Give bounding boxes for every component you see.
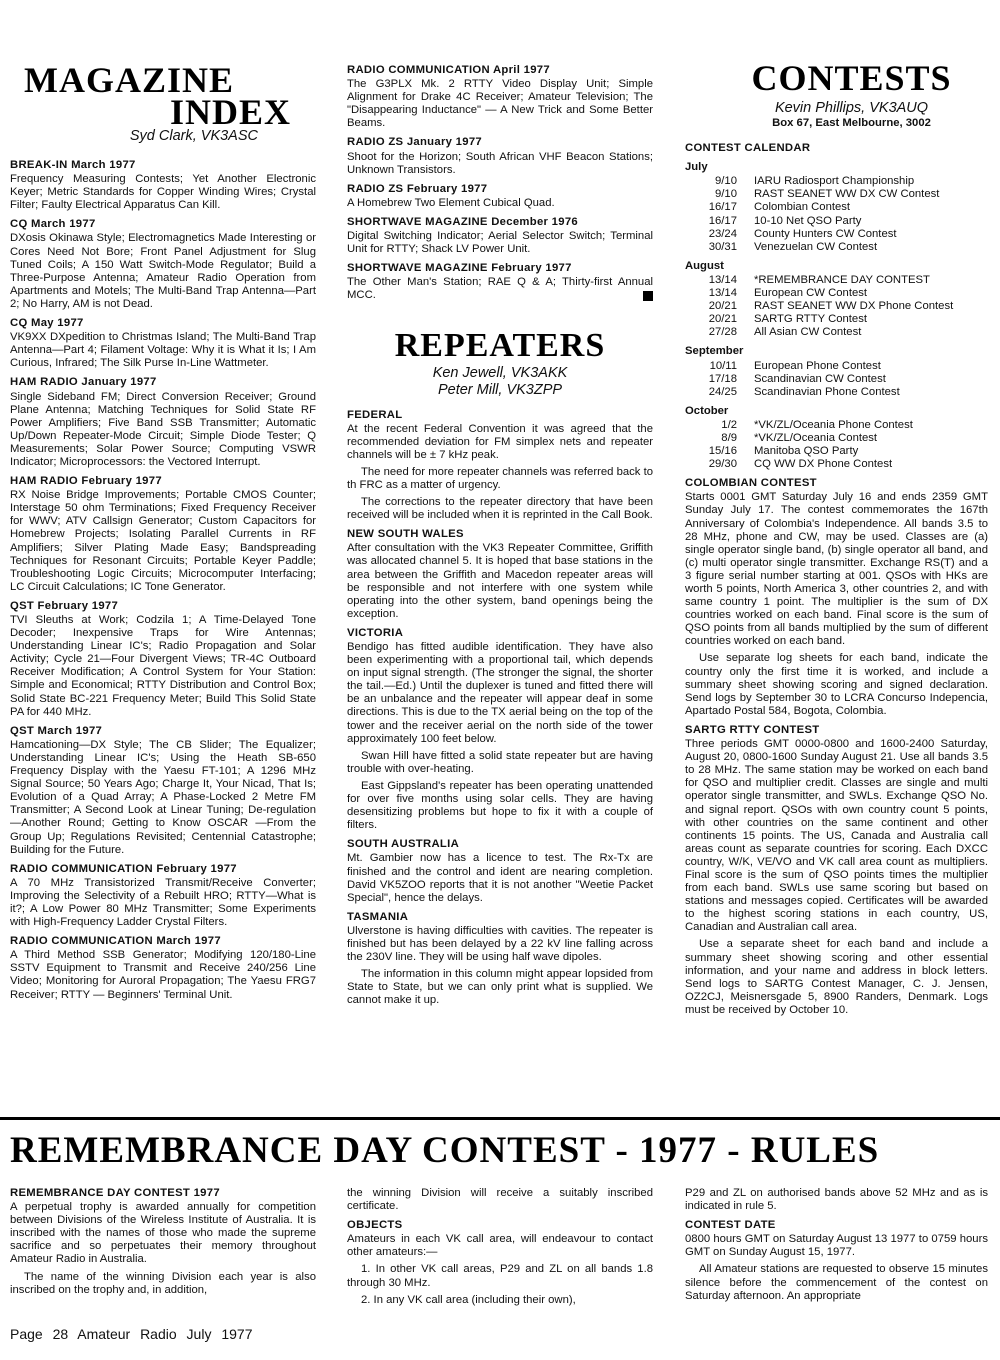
colombian-paragraph: Starts 0001 GMT Saturday July 16 and ends 2359 GMT Sunday July 17. The contest commemorates the 167th Anniversary of Colombia's Independence. All bands 3.5 to 28 MHz, phone and CW, may be used. Classes are (a) single operator single band, (b) single operator all band, and (c) multi operator single transmitter. Exchange RS(T) and a 3 figure serial number starting at 001. QSOs with HKs are worth 5 points, North America 3, other countries 2, and with same country 1 point. The multiplier is the sum of DX countries worked on each band. Final score is the sum of QSO points from all bands multiplied by the sum of different countries worked on each band. (685, 491, 988, 648)
repeater-region-heading: SOUTH AUSTRALIA (347, 838, 460, 851)
calendar-dates: 10/11 (709, 359, 737, 372)
calendar-month: August (685, 259, 724, 272)
repeaters-sections (347, 409, 653, 1008)
index-entry-text: Frequency Measuring Contests; Yet Another Electronic Keyer; Metric Standards for Copper Winding Wires; Crystal Filter; Faulty Electrical Apparatus Can Kill. (10, 173, 316, 212)
calendar-dates: 13/14 (708, 273, 737, 286)
calendar-contest-name: RAST SEANET WW DX CW Contest (754, 188, 940, 201)
calendar-dates: 13/14 (708, 287, 737, 300)
calendar-contest-name: County Hunters CW Contest (754, 227, 897, 240)
magazine-index-title-line2: INDEX (170, 92, 292, 132)
objects-heading: OBJECTS (347, 1219, 403, 1232)
magazine-index-entries (10, 159, 316, 1002)
index-entry-text: Shoot for the Horizon; South African VHF Beacon Stations; Unknown Transistors. (347, 150, 653, 176)
repeater-paragraph: The need for more repeater channels was referred back to th FRC as a matter of urgency. (347, 465, 653, 491)
repeater-region-heading: VICTORIA (347, 626, 404, 639)
repeater-paragraph: Mt. Gambier now has a licence to test. The Rx-Tx are finished and the control and ident are nearing completion. David VK5ZOO reports that it is not another "Weetie Packet Special", hence the delays. (347, 852, 653, 904)
sartg-paragraph: Three periods GMT 0000-0800 and 1600-2400 Saturday, August 20, 0800-1600 Sunday August 21. Use all bands 3.5 to 28 MHz. The same station may be worked on each band for QSO and multiplier credit. Classes are single and multi operator single transmitter, and SWLs. Exchange QSO No. and signal report. QSOs with own country count 5 points, with other countries on the same continent and other continents 15 points. The US, Canada and Australia call areas count as separate countries for scoring. Each DXCC country, W/K, VE/VO and VK call area count as multipliers. Final score is the sum of QSO points times the multiplier from each band. SWLs use same scoring but based on stations and messages copied. Certificates will be awarded to the highest scoring stations in each country, US, Canadian and Australian call area. (685, 738, 988, 934)
repeater-region-heading: FEDERAL (347, 408, 403, 421)
calendar-row (685, 274, 988, 287)
calendar-contest-name: *VK/ZL/Oceania Phone Contest (754, 418, 913, 431)
section-divider (0, 1117, 1000, 1120)
calendar-dates: 16/17 (708, 201, 737, 214)
repeaters-byline-1: Ken Jewell, VK3AKK (432, 364, 568, 381)
index-entry-text: The G3PLX Mk. 2 RTTY Video Display Unit; Simple Alignment for Drake 4C Receiver; Amateur Television; The "Disappearing Inductance" — A New Trick and Some Better Beams. (347, 78, 653, 130)
remembrance-day-title: REMEMBRANCE DAY CONTEST - 1977 - RULES (10, 1130, 880, 1171)
index-entry-heading: SHORTWAVE MAGAZINE February 1977 (347, 262, 572, 275)
repeater-paragraph: Bendigo has fitted audible identification. They have also been experimenting with a proportional tail, which depends on input signal strength. (The stronger the signal, the shorter the tail.—Ed.) Until the duplexer is tuned and fitted there will be an unbalance and the repeater will appear deaf in some directions. This is due to the TX aerial being on the top of the tower and the receiver aerial on the north side of the tower approximately 100 feet below. (347, 641, 653, 745)
calendar-row (685, 386, 988, 399)
remembrance-lead: P29 and ZL on authorised bands above 52 MHz and as is indicated in rule 5. (685, 1187, 988, 1213)
calendar-contest-name: Colombian Contest (754, 201, 851, 214)
calendar-month: October (685, 404, 729, 417)
index-entry-heading: HAM RADIO February 1977 (10, 475, 162, 488)
index-entry-heading: RADIO COMMUNICATION February 1977 (10, 862, 237, 875)
calendar-row (685, 188, 988, 201)
contest-date-paragraph: All Amateur stations are requested to observe 15 minutes silence before the commencement of the contest on Saturday afternoon. An appropriate (685, 1263, 988, 1302)
sartg-paragraph: Use a separate sheet for each band and include a summary sheet showing scoring and other essential information, and your name and address in block letters. Send logs to SARTG Contest Manager, C. J. Jensen, OZ2CJ, Meisnersgade 5, 8900 Randers, Denmark. Logs must be received by October 10. (685, 938, 988, 1016)
repeater-paragraph: Swan Hill have fitted a solid state repeater but are having trouble with over-heating. (347, 749, 653, 775)
calendar-row (685, 287, 988, 300)
calendar-dates: 30/31 (708, 240, 737, 253)
remembrance-column-2 (347, 1187, 653, 1311)
objects-paragraph: 2. In any VK call area (including their own), (361, 1293, 576, 1306)
calendar-contest-name: European Phone Contest (754, 359, 881, 372)
calendar-dates: 17/18 (708, 372, 737, 385)
calendar-row (685, 228, 988, 241)
contest-date-heading: CONTEST DATE (685, 1219, 776, 1232)
contests-address: Box 67, East Melbourne, 3002 (772, 117, 931, 129)
contest-date-paragraph: 0800 hours GMT on Saturday August 13 1977 to 0759 hours GMT on Sunday August 15, 1977. (685, 1233, 988, 1259)
calendar-dates: 8/9 (721, 431, 737, 444)
calendar-row (685, 326, 988, 339)
colombian-paragraph: Use separate log sheets for each band, indicate the country only the first time it is worked, and include a summary sheet showing scoring and signed declaration. Send logs by September 30 to LCRA Concurso Indepencia, Apartado Postal 584, Bogota, Colombia. (685, 652, 988, 717)
calendar-contest-name: CQ WW DX Phone Contest (754, 458, 893, 471)
colombian-contest-heading: COLOMBIAN CONTEST (685, 477, 817, 490)
calendar-dates: 9/10 (715, 188, 737, 201)
calendar-dates: 20/21 (708, 300, 737, 313)
index-entry-text: A Homebrew Two Element Cubical Quad. (347, 196, 555, 209)
calendar-row (685, 300, 988, 313)
calendar-dates: 1/2 (721, 418, 737, 431)
magazine-index-byline: Syd Clark, VK3ASC (129, 128, 258, 144)
calendar-row (685, 313, 988, 326)
repeater-region-heading: TASMANIA (347, 910, 409, 923)
calendar-contest-name: European CW Contest (754, 287, 868, 300)
index-entry-heading: RADIO COMMUNICATION March 1977 (10, 935, 221, 948)
index-entry-heading: RADIO ZS February 1977 (347, 182, 488, 195)
page-footer: Page 28 Amateur Radio July 1977 (10, 1326, 253, 1342)
magazine-index-continuation (347, 64, 653, 303)
index-entry-heading: CQ March 1977 (10, 218, 96, 231)
calendar-contest-name: *VK/ZL/Oceania Contest (754, 431, 878, 444)
objects-paragraph: 1. In other VK call areas, P29 and ZL on all bands 1.8 through 30 MHz. (347, 1263, 653, 1289)
calendar-row (685, 201, 988, 214)
calendar-contest-name: SARTG RTTY Contest (754, 313, 868, 326)
index-entry-text: The Other Man's Station; RAE Q & A; Thirty-first Annual MCC. (347, 276, 653, 302)
calendar-contest-name: Scandinavian CW Contest (754, 372, 886, 385)
repeater-paragraph: East Gippsland's repeater has been operating unattended for over five months using solar cells. They are having desensitizing problems but hope to fix it with a couple of filters. (347, 779, 653, 832)
calendar-contest-name: *REMEMBRANCE DAY CONTEST (754, 273, 930, 286)
objects-paragraph: Amateurs in each VK call area, will endeavour to contact other amateurs:— (347, 1233, 653, 1259)
calendar-dates: 9/10 (715, 175, 737, 188)
index-entry-heading: CQ May 1977 (10, 317, 84, 330)
calendar-dates: 24/25 (708, 385, 737, 398)
repeaters-title: REPEATERS (394, 326, 606, 364)
repeater-region-heading: NEW SOUTH WALES (347, 528, 464, 541)
calendar-row (685, 419, 988, 432)
index-entry-text: A Third Method SSB Generator; Modifying 120/180-Line SSTV Equipment to Transmit and Receive 240/256 Line Video; Monitoring for Auroral Propagation; The Yaesu FRG7 Receiver; RTTY — Beginners' Terminal Unit. (10, 949, 316, 1001)
calendar-month: July (685, 161, 708, 174)
calendar-row (685, 360, 988, 373)
remembrance-heading: REMEMBRANCE DAY CONTEST 1977 (10, 1187, 220, 1199)
remembrance-paragraph: The name of the winning Division each year is also inscribed on the trophy and, in addition, (10, 1270, 316, 1296)
index-entry-text: RX Noise Bridge Improvements; Portable CMOS Counter; Interstage 50 ohm Terminations; Fixed Frequency Receiver for WWV; ATV Callsign Generator; Custom Capacitors for Homebrew Projects; Isolating Parallel Currents in RF Amplifiers; Silver Plating Made Easy; Bandspreading Techniques for Resonant Circuits; Portable Keyer Paddle; Troubleshooting Logic Circuits; Microcomputer Interfacing; LC Circuit Calculations; IC Tone Generator. (10, 489, 316, 593)
calendar-contest-name: IARU Radiosport Championship (754, 175, 915, 188)
index-entry-text: Hamcationing—DX Style; The CB Slider; The Equalizer; Understanding Linear IC's; Using the Heath SB-650 Frequency Display with the Yaesu FT-101; A 1296 MHz Signal Source; 50 Years Ago; Charge It, Your Nicad, That Is; Evolution of a Quad Array; A Phase-Locked 2 Metre FM Transmitter; A Second Look at Linear Tuning; De-regulation—Another Round; Getting to Know OSCAR —From the Group Up; Regulations Revisited; Centennial Catastrophe; Building for the Future. (10, 738, 316, 856)
repeaters-byline-2: Peter Mill, VK3ZPP (437, 381, 563, 398)
index-entry-heading: SHORTWAVE MAGAZINE December 1976 (347, 215, 578, 228)
magazine-index-title-line1: MAGAZINE (24, 60, 235, 100)
index-entry-heading: QST March 1977 (10, 724, 103, 737)
calendar-contest-name: Scandinavian Phone Contest (754, 385, 900, 398)
calendar-row (685, 432, 988, 445)
magazine-index-column (10, 60, 316, 1006)
calendar-row (685, 445, 988, 458)
index-entry-heading: QST February 1977 (10, 599, 119, 612)
remembrance-lead: the winning Division will receive a suitably inscribed certificate. (347, 1187, 653, 1213)
index-entry-heading: RADIO ZS January 1977 (347, 136, 483, 149)
contests-column (685, 60, 988, 1021)
calendar-row (685, 373, 988, 386)
index-entry-text: TVI Sleuths at Work; Codzila 1; A Time-Delayed Tone Decoder; Inexpensive Traps for Wire Antennas; Understanding Linear IC's; Radio Propagation and Solar Activity; Cycle 21—Four Divergent Views; TR-4C Outboard Receiver Modification; A Control System for Your Station: Simple and Economical; RTTY Distribution and Control Box; Solid State BC-221 Frequency Meter; Build This Solid State PA for 440 MHz. (10, 614, 316, 718)
index-entry-text: VK9XX DXpedition to Christmas Island; The Multi-Band Trap Antenna—Part 4; Filament Voltage: Why it is What it Is; I Am Curious, Infrared; The Silk Purse In-Line Wattmeter. (10, 331, 316, 370)
calendar-row (685, 175, 988, 188)
index-entry-text: Single Sideband FM; Direct Conversion Receiver; Ground Plane Antenna; Matching Techniques for Solid State RF Power Amplifiers; Five Band SSB Transmitter; Automatic Up/Down Repeater-Mode Circuit; Simple Diode Tester; Q Measurements; Solar Power Source; Computing VSWR Indicator; Microprocessors: the Vectored Interrupt. (10, 390, 316, 468)
calendar-contest-name: All Asian CW Contest (754, 326, 862, 339)
remembrance-column-3 (685, 1187, 988, 1307)
calendar-row (685, 241, 988, 254)
calendar-month: September (685, 345, 744, 358)
repeater-paragraph: Ulverstone is having difficulties with cavities. The repeater is finished but has been delayed by a 22 kV line falling across the 230V line. They will be using half wave dipoles. (347, 924, 653, 964)
contest-calendar-heading: CONTEST CALENDAR (685, 142, 811, 155)
index-entry-text: DXosis Okinawa Style; Electromagnetics Made Interesting or Cores Need Not Bore; Front Panel Adjustment for Slug Tuned Coils; A 150 Watt Switch-Mode Regulator; Build a Three-Purpose Antenna; Amateur Radio Operation from Apartments and Motels; The Multi-Band Trap Antenna—Part 2; No Harry, AM is not Dead. (10, 232, 316, 310)
repeater-paragraph: The corrections to the repeater directory that have been received will be included when it is reprinted in the Call Book. (347, 496, 653, 522)
contests-byline: Kevin Phillips, VK3AUQ (774, 100, 929, 116)
calendar-dates: 27/28 (708, 326, 737, 339)
calendar-row (685, 458, 988, 471)
index-entry-heading: BREAK-IN March 1977 (10, 159, 136, 171)
calendar-dates: 23/24 (708, 227, 737, 240)
calendar-contest-name: 10-10 Net QSO Party (754, 214, 862, 227)
repeater-paragraph: At the recent Federal Convention it was agreed that the recommended deviation for FM simplex nets and repeater channels will be ± 7 kHz peak. (347, 422, 653, 461)
repeater-paragraph: The information in this column might appear lopsided from State to State, but we can only print what is supplied. We cannot make it up. (347, 968, 653, 1007)
repeater-paragraph: After consultation with the VK3 Repeater Committee, Griffith was allocated channel 5. It is hoped that base stations in the area between the Griffith and Macedon repeater areas will be responsible and not interfere with one system while operating into the other system, band openings being the exception. (347, 542, 653, 620)
index-entry-heading: HAM RADIO January 1977 (10, 376, 157, 389)
index-entry-text: Digital Switching Indicator; Aerial Selector Switch; Terminal Unit for RTTY; Shack LV Power Unit. (347, 230, 653, 256)
calendar-dates: 29/30 (708, 458, 737, 471)
sartg-contest-heading: SARTG RTTY CONTEST (685, 723, 820, 736)
calendar-row (685, 215, 988, 228)
calendar-dates: 16/17 (708, 214, 737, 227)
remembrance-column-1 (10, 1187, 316, 1301)
end-of-article-marker (643, 291, 653, 301)
index-entry-text: A 70 MHz Transistorized Transmit/Receive Converter; Improving the Selectivity of a Rebuilt HRO; RTTY—What is it?; A Low Power 80 MHz Transmitter; Some Experiments with High-Frequency Ladder Crystal Filters. (10, 876, 316, 929)
index-entry-heading: RADIO COMMUNICATION April 1977 (347, 64, 550, 76)
contests-title: CONTESTS (751, 58, 952, 98)
remembrance-paragraph: A perpetual trophy is awarded annually for competition between Divisions of the Wireless Institute of Australia. It is inscribed with the names of those who made the supreme sacrifice and so perpetuates their memory throughout Amateur Radio in Australia. (10, 1201, 316, 1266)
calendar-contest-name: Manitoba QSO Party (754, 445, 859, 458)
contest-calendar (685, 161, 988, 471)
calendar-dates: 20/21 (708, 313, 737, 326)
calendar-contest-name: RAST SEANET WW DX Phone Contest (754, 300, 954, 313)
middle-column (347, 64, 653, 1011)
calendar-dates: 15/16 (708, 445, 737, 458)
calendar-contest-name: Venezuelan CW Contest (754, 240, 878, 253)
